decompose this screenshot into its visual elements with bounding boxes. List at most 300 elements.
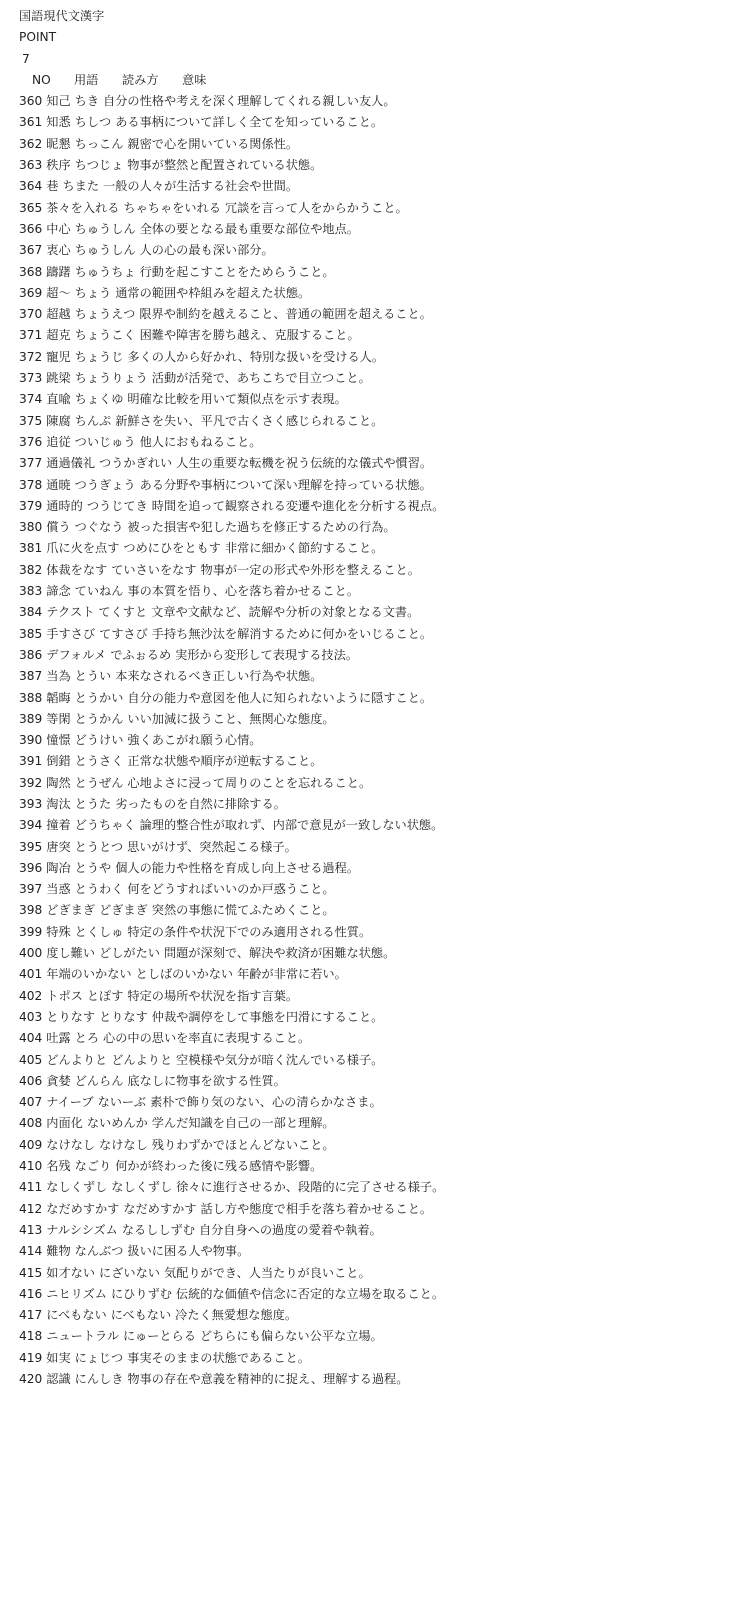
entry-term: 衷心: [46, 243, 71, 258]
entry-meaning: 思いがけず、突然起こる様子。: [127, 839, 297, 854]
list-item: [19, 602, 737, 623]
entry-no: 371: [19, 328, 43, 343]
entry-no: 418: [19, 1329, 43, 1344]
entry-term: ナイーブ: [46, 1095, 94, 1110]
entry-reading: とうとつ: [74, 839, 124, 854]
entry-meaning: 物事が整然と配置されている状態。: [127, 158, 323, 173]
list-item: [19, 91, 737, 112]
entry-reading: なんぶつ: [74, 1244, 124, 1259]
entry-meaning: 事の本質を悟り、心を落ち着かせること。: [127, 584, 359, 599]
list-item: [19, 1092, 737, 1113]
entry-no: 362: [19, 136, 43, 151]
entry-reading: とうた: [74, 796, 112, 811]
entry-term: 償う: [46, 520, 71, 535]
entry-term: 陳腐: [46, 413, 71, 428]
list-item: [19, 751, 737, 772]
entry-no: 402: [19, 988, 43, 1003]
list-item: [19, 134, 737, 155]
entry-reading: なごり: [74, 1159, 112, 1174]
entry-term: 知悉: [46, 115, 71, 130]
entry-reading: ちんぷ: [74, 413, 112, 428]
entry-meaning: いい加減に扱うこと、無関心な態度。: [127, 711, 335, 726]
entry-term: 通時的: [46, 498, 83, 513]
entry-term: 陶然: [46, 775, 71, 790]
entry-meaning: 事実そのままの状態であること。: [127, 1350, 310, 1365]
list-item: [19, 645, 737, 666]
entry-meaning: 非常に細かく節約すること。: [224, 541, 384, 556]
entry-no: 369: [19, 285, 43, 300]
entry-reading: つめにひをともす: [123, 541, 221, 556]
list-item: [19, 1263, 737, 1284]
entry-no: 412: [19, 1201, 43, 1216]
entry-term: ナルシシズム: [46, 1222, 118, 1237]
entry-reading: なだめすかす: [123, 1201, 197, 1216]
document-subtitle: POINT: [19, 30, 57, 45]
list-item: [19, 1305, 737, 1326]
list-item: [19, 411, 737, 432]
entry-reading: どうけい: [74, 733, 124, 748]
list-item: [19, 1177, 737, 1198]
entry-reading: ないめんか: [86, 1116, 148, 1131]
list-item: [19, 922, 737, 943]
entry-term: 巷: [46, 179, 59, 194]
entry-reading: とうわく: [74, 882, 124, 897]
list-item: [19, 943, 737, 964]
entry-term: にべもない: [46, 1308, 107, 1323]
list-item: [19, 560, 737, 581]
entry-reading: どんらん: [74, 1073, 124, 1088]
entry-term: 超克: [46, 328, 71, 343]
entry-reading: つうじてき: [86, 498, 148, 513]
entry-no: 415: [19, 1265, 43, 1280]
entry-meaning: 実形から変形して表現する技法。: [175, 647, 358, 662]
entry-meaning: 活動が活発で、あちこちで目立つこと。: [151, 371, 371, 386]
entry-no: 417: [19, 1308, 43, 1323]
list-item: [19, 794, 737, 815]
entry-no: 397: [19, 882, 43, 897]
entry-meaning: 被った損害や犯した過ちを修正するための行為。: [127, 520, 396, 535]
entry-term: 韜晦: [46, 690, 71, 705]
list-item: [19, 879, 737, 900]
column-header-term: 用語: [74, 72, 99, 87]
entry-reading: でふぉるめ: [110, 647, 172, 662]
list-item: [19, 1220, 737, 1241]
entry-reading: ちょうじ: [74, 349, 124, 364]
entry-reading: とろ: [74, 1031, 100, 1046]
entry-no: 366: [19, 221, 43, 236]
entry-meaning: 物事の存在や意義を精神的に捉え、理解する過程。: [127, 1372, 409, 1386]
entry-no: 401: [19, 967, 43, 982]
point-number: 7: [22, 51, 30, 66]
entry-no: 380: [19, 520, 43, 535]
entry-term: 当惑: [46, 882, 71, 897]
list-item: [19, 475, 737, 496]
entry-no: 386: [19, 647, 43, 662]
entry-term: 年端のいかない: [46, 967, 132, 982]
entry-no: 376: [19, 434, 43, 449]
entry-no: 382: [19, 562, 43, 577]
entry-meaning: 行動を起こすことをためらうこと。: [139, 264, 335, 279]
entry-term: どぎまぎ: [46, 903, 96, 918]
entry-term: 跳梁: [46, 371, 71, 386]
entry-meaning: 徐々に進行させるか、段階的に完了させる様子。: [176, 1180, 445, 1195]
column-header-row: [32, 70, 737, 91]
entry-meaning: 強くあこがれ願う心情。: [127, 733, 262, 748]
list-item: [19, 709, 737, 730]
entry-meaning: 空模様や気分が暗く沈んでいる様子。: [176, 1052, 384, 1067]
entry-reading: にんしき: [74, 1372, 124, 1386]
entry-meaning: 時間を追って観察される変遷や進化を分析する視点。: [151, 498, 445, 513]
list-item: [19, 304, 737, 325]
entry-no: 392: [19, 775, 43, 790]
entry-meaning: 人の心の最も深い部分。: [139, 243, 274, 258]
entry-reading: とうい: [74, 669, 112, 684]
list-item: [19, 1113, 737, 1134]
entry-meaning: 正常な状態や順序が逆転すること。: [127, 754, 323, 769]
entry-meaning: ある分野や事柄について深い理解を持っている状態。: [139, 477, 432, 492]
entry-reading: ちょくゆ: [74, 392, 124, 407]
list-item: [19, 1284, 737, 1305]
list-item: [19, 496, 737, 517]
entry-reading: どしがたい: [99, 946, 160, 961]
entry-term: 特殊: [46, 924, 71, 939]
list-item: [19, 368, 737, 389]
entry-no: 360: [19, 94, 43, 109]
entry-meaning: 突然の事態に慌てふためくこと。: [151, 903, 335, 918]
entry-reading: としばのいかない: [135, 967, 234, 982]
entry-term: 超～: [46, 285, 71, 300]
entry-no: 419: [19, 1350, 43, 1365]
entry-no: 410: [19, 1159, 43, 1174]
list-item: [19, 1071, 737, 1092]
entry-term: テクスト: [46, 605, 95, 620]
entry-term: どんよりと: [46, 1052, 108, 1067]
entry-term: 名残: [46, 1159, 71, 1174]
entry-no: 378: [19, 477, 43, 492]
column-header-no: NO: [32, 72, 51, 87]
entry-reading: ちしつ: [74, 115, 112, 130]
entry-term: 陶冶: [46, 860, 71, 875]
entry-no: 398: [19, 903, 43, 918]
entry-reading: てすさび: [99, 626, 148, 641]
entry-reading: なけなし: [99, 1137, 148, 1152]
entry-no: 364: [19, 179, 43, 194]
entry-meaning: 素朴で飾り気のない、心の清らかなさま。: [150, 1095, 382, 1110]
list-item: [19, 176, 737, 197]
list-item: [19, 964, 737, 985]
entry-meaning: 特定の条件や状況下でのみ適用される性質。: [127, 924, 372, 939]
entry-reading: にべもない: [110, 1308, 172, 1323]
entry-meaning: 困難や障害を勝ち越え、克服すること。: [139, 328, 360, 343]
entry-no: 404: [19, 1031, 43, 1046]
entry-term: 寵児: [46, 349, 71, 364]
entry-reading: とうぜん: [74, 775, 124, 790]
entry-term: 茶々を入れる: [46, 200, 120, 215]
entry-no: 385: [19, 626, 43, 641]
entry-no: 413: [19, 1222, 43, 1237]
entry-no: 405: [19, 1052, 43, 1067]
entry-reading: ちゅうしん: [74, 221, 136, 236]
entry-no: 416: [19, 1286, 43, 1301]
list-item: [19, 666, 737, 687]
entry-meaning: 冗談を言って人をからかうこと。: [224, 200, 408, 215]
list-item: [19, 1348, 737, 1369]
entry-reading: ちょうこく: [74, 328, 136, 343]
list-item: [19, 262, 737, 283]
list-item: [19, 155, 737, 176]
entry-meaning: どちらにも偏らない公平な立場。: [199, 1329, 383, 1344]
entry-term: 知己: [46, 94, 71, 109]
entry-meaning: 親密で心を開いている関係性。: [127, 136, 299, 151]
entry-reading: ちまた: [62, 179, 100, 194]
list-item: [19, 112, 737, 133]
entry-reading: とぽす: [86, 988, 124, 1003]
entry-no: 389: [19, 711, 43, 726]
list-item: [19, 858, 737, 879]
entry-meaning: 多くの人から好かれ、特別な扱いを受ける人。: [127, 349, 385, 364]
entry-meaning: 物事が一定の形式や外形を整えること。: [200, 562, 420, 577]
list-item: [19, 517, 737, 538]
entry-no: 363: [19, 158, 43, 173]
entry-reading: ちゃちゃをいれる: [123, 200, 221, 215]
entry-reading: つうぎょう: [74, 477, 136, 492]
entry-reading: にひりずむ: [110, 1286, 172, 1301]
entry-no: 391: [19, 754, 43, 769]
entry-meaning: 話し方や態度で相手を落ち着かせること。: [200, 1201, 433, 1216]
entry-term: 体裁をなす: [46, 562, 108, 577]
entry-no: 394: [19, 818, 43, 833]
entry-reading: とくしゅ: [74, 924, 124, 939]
entry-term: 内面化: [46, 1116, 83, 1131]
entry-reading: ちっこん: [74, 136, 124, 151]
entry-term: 通暁: [46, 477, 71, 492]
entry-no: 399: [19, 924, 43, 939]
entry-no: 381: [19, 541, 43, 556]
entry-no: 396: [19, 860, 43, 875]
entry-term: 淘汰: [46, 796, 71, 811]
list-item: [19, 1326, 737, 1347]
entry-meaning: 文章や文献など、読解や分析の対象となる文書。: [151, 605, 420, 620]
entry-meaning: 本来なされるべき正しい行為や状態。: [115, 669, 323, 684]
column-header-reading: 読み方: [122, 72, 159, 87]
entry-reading: てくすと: [98, 605, 148, 620]
entry-term: 追従: [46, 434, 71, 449]
entry-reading: にょじつ: [74, 1350, 124, 1365]
entry-term: 唐突: [46, 839, 71, 854]
entry-reading: なしくずし: [111, 1180, 173, 1195]
list-item: [19, 283, 737, 304]
list-item: [19, 240, 737, 261]
entry-reading: ちつじょ: [74, 158, 124, 173]
list-item: [19, 347, 737, 368]
entry-meaning: 限界や制約を越えること、普通の範囲を超えること。: [139, 307, 432, 322]
list-item: [19, 1156, 737, 1177]
entry-meaning: 自分自身への過度の愛着や執着。: [198, 1222, 382, 1237]
entry-reading: ていねん: [74, 584, 124, 599]
list-item: [19, 198, 737, 219]
entry-meaning: 残りわずかでほとんどないこと。: [151, 1137, 335, 1152]
entry-meaning: 伝統的な価値や信念に否定的な立場を取ること。: [175, 1286, 445, 1301]
entry-reading: とうかい: [74, 690, 124, 705]
list-item: [19, 773, 737, 794]
entry-reading: とうさく: [74, 754, 124, 769]
list-item: [19, 1369, 737, 1390]
entry-reading: どうちゃく: [74, 818, 136, 833]
entry-meaning: 気配りができ、人当たりが良いこと。: [163, 1265, 371, 1280]
entry-meaning: 心の中の思いを率直に表現すること。: [103, 1031, 311, 1046]
entry-meaning: 劣ったものを自然に排除する。: [115, 796, 286, 811]
entry-term: 貪婪: [46, 1073, 71, 1088]
entry-reading: にざいない: [99, 1265, 160, 1280]
list-item: [19, 900, 737, 921]
entry-reading: ていさいをなす: [111, 562, 197, 577]
entry-meaning: 冷たく無愛想な態度。: [175, 1308, 298, 1323]
list-item: [19, 1007, 737, 1028]
entry-no: 408: [19, 1116, 43, 1131]
entry-reading: ちょうえつ: [74, 307, 136, 322]
list-item: [19, 432, 737, 453]
entry-no: 388: [19, 690, 43, 705]
entry-term: 中心: [46, 221, 71, 236]
entry-no: 393: [19, 796, 43, 811]
entry-term: 度し難い: [46, 946, 96, 961]
entry-no: 387: [19, 669, 43, 684]
entry-reading: なるししずむ: [121, 1222, 195, 1237]
entry-no: 409: [19, 1137, 43, 1152]
list-item: [19, 815, 737, 836]
entry-reading: ないーぶ: [97, 1095, 147, 1110]
entry-no: 373: [19, 371, 43, 386]
list-item: [19, 624, 737, 645]
entry-term: 諦念: [46, 584, 71, 599]
entry-meaning: 自分の能力や意図を他人に知られないように隠すこと。: [127, 690, 433, 705]
entry-term: 直喩: [46, 392, 71, 407]
entry-reading: つうかぎれい: [99, 456, 173, 471]
entry-meaning: 全体の要となる最も重要な部位や地点。: [139, 221, 359, 236]
list-item: [19, 538, 737, 559]
entry-no: 368: [19, 264, 43, 279]
document-title: 国語現代文漢字: [19, 9, 105, 23]
list-item: [19, 837, 737, 858]
entry-no: 374: [19, 392, 43, 407]
list-item: [19, 1028, 737, 1049]
entry-meaning: 扱いに困る人や物事。: [127, 1244, 250, 1259]
entry-term: 難物: [46, 1244, 71, 1259]
list-item: [19, 325, 737, 346]
entry-no: 406: [19, 1073, 43, 1088]
entry-reading: ちょうりょう: [74, 371, 148, 386]
entry-term: デフォルメ: [46, 647, 107, 662]
list-item: [19, 730, 737, 751]
entry-no: 414: [19, 1244, 43, 1259]
entry-term: ニュートラル: [46, 1329, 120, 1344]
entry-term: 如実: [46, 1350, 71, 1365]
entry-meaning: 特定の場所や状況を指す言葉。: [127, 988, 299, 1003]
entry-meaning: 底なしに物事を欲する性質。: [127, 1073, 286, 1088]
entry-meaning: 論理的整合性が取れず、内部で意見が一致しない状態。: [139, 818, 444, 833]
entry-term: なだめすかす: [46, 1201, 120, 1216]
entry-term: 超越: [46, 307, 71, 322]
entry-meaning: 個人の能力や性格を育成し向上させる過程。: [115, 860, 359, 875]
entry-no: 372: [19, 349, 43, 364]
list-item: [19, 688, 737, 709]
entry-no: 400: [19, 946, 43, 961]
entry-term: 通過儀礼: [46, 456, 96, 471]
entry-reading: ついじゅう: [74, 434, 136, 449]
list-item: [19, 219, 737, 240]
entry-term: 等閑: [46, 711, 71, 726]
entry-no: 407: [19, 1095, 43, 1110]
entry-no: 403: [19, 1009, 43, 1024]
entry-no: 420: [19, 1372, 43, 1386]
entry-term: 秩序: [46, 158, 71, 173]
entry-reading: とうや: [74, 860, 112, 875]
entry-reading: どぎまぎ: [99, 903, 148, 918]
list-item: [19, 453, 737, 474]
entry-term: 憧憬: [46, 733, 71, 748]
entry-no: 395: [19, 839, 43, 854]
entry-no: 361: [19, 115, 43, 130]
entry-term: 如才ない: [46, 1265, 96, 1280]
entry-term: 吐露: [46, 1031, 71, 1046]
list-item: [19, 1241, 737, 1262]
entry-reading: ちゅうしん: [74, 243, 136, 258]
entry-meaning: 問題が深刻で、解決や救済が困難な状態。: [163, 946, 396, 961]
entry-reading: ちょう: [74, 285, 112, 300]
entry-meaning: 自分の性格や考えを深く理解してくれる親しい友人。: [103, 94, 396, 109]
list-item: [19, 986, 737, 1007]
list-item: [19, 389, 737, 410]
entry-meaning: 何をどうすればいいのか戸惑うこと。: [127, 882, 335, 897]
entry-meaning: 人生の重要な転機を祝う伝統的な儀式や慣習。: [176, 456, 433, 471]
entry-term: 爪に火を点す: [46, 541, 120, 556]
entry-meaning: 心地よさに浸って周りのことを忘れること。: [127, 775, 372, 790]
entry-meaning: 学んだ知識を自己の一部と理解。: [151, 1116, 335, 1131]
entry-term: 手すさび: [46, 626, 96, 641]
entry-meaning: 仲裁や調停をして事態を円滑にすること。: [151, 1009, 384, 1024]
entry-meaning: 一般の人々が生活する社会や世間。: [103, 179, 299, 194]
entry-reading: にゅーとらる: [123, 1329, 196, 1344]
entry-term: 昵懇: [46, 136, 71, 151]
entry-meaning: 通常の範囲や枠組みを超えた状態。: [115, 285, 311, 300]
entry-term: なしくずし: [46, 1180, 108, 1195]
list-item: [19, 1199, 737, 1220]
entry-meaning: 新鮮さを失い、平凡で古くさく感じられること。: [115, 413, 384, 428]
entry-no: 384: [19, 605, 43, 620]
entry-meaning: 他人におもねること。: [139, 434, 262, 449]
entry-no: 383: [19, 584, 43, 599]
entry-reading: つぐなう: [74, 520, 124, 535]
entry-meaning: 手持ち無沙汰を解消するために何かをいじること。: [151, 626, 433, 641]
entry-meaning: 年齢が非常に若い。: [237, 967, 347, 982]
entry-no: 390: [19, 733, 43, 748]
entry-term: 認識: [46, 1372, 71, 1386]
list-item: [19, 1050, 737, 1071]
list-item: [19, 1135, 737, 1156]
entry-no: 375: [19, 413, 43, 428]
entry-reading: とうかん: [74, 711, 124, 726]
entry-reading: ちゅうちょ: [74, 264, 136, 279]
entry-meaning: ある事柄について詳しく全てを知っていること。: [115, 115, 384, 130]
entry-term: トポス: [46, 988, 83, 1003]
entry-list: [0, 91, 737, 1390]
entry-reading: どんよりと: [111, 1052, 173, 1067]
entry-term: 躊躇: [46, 264, 71, 279]
list-item: [19, 581, 737, 602]
entry-no: 377: [19, 456, 43, 471]
entry-no: 367: [19, 243, 43, 258]
entry-term: ニヒリズム: [46, 1286, 107, 1301]
